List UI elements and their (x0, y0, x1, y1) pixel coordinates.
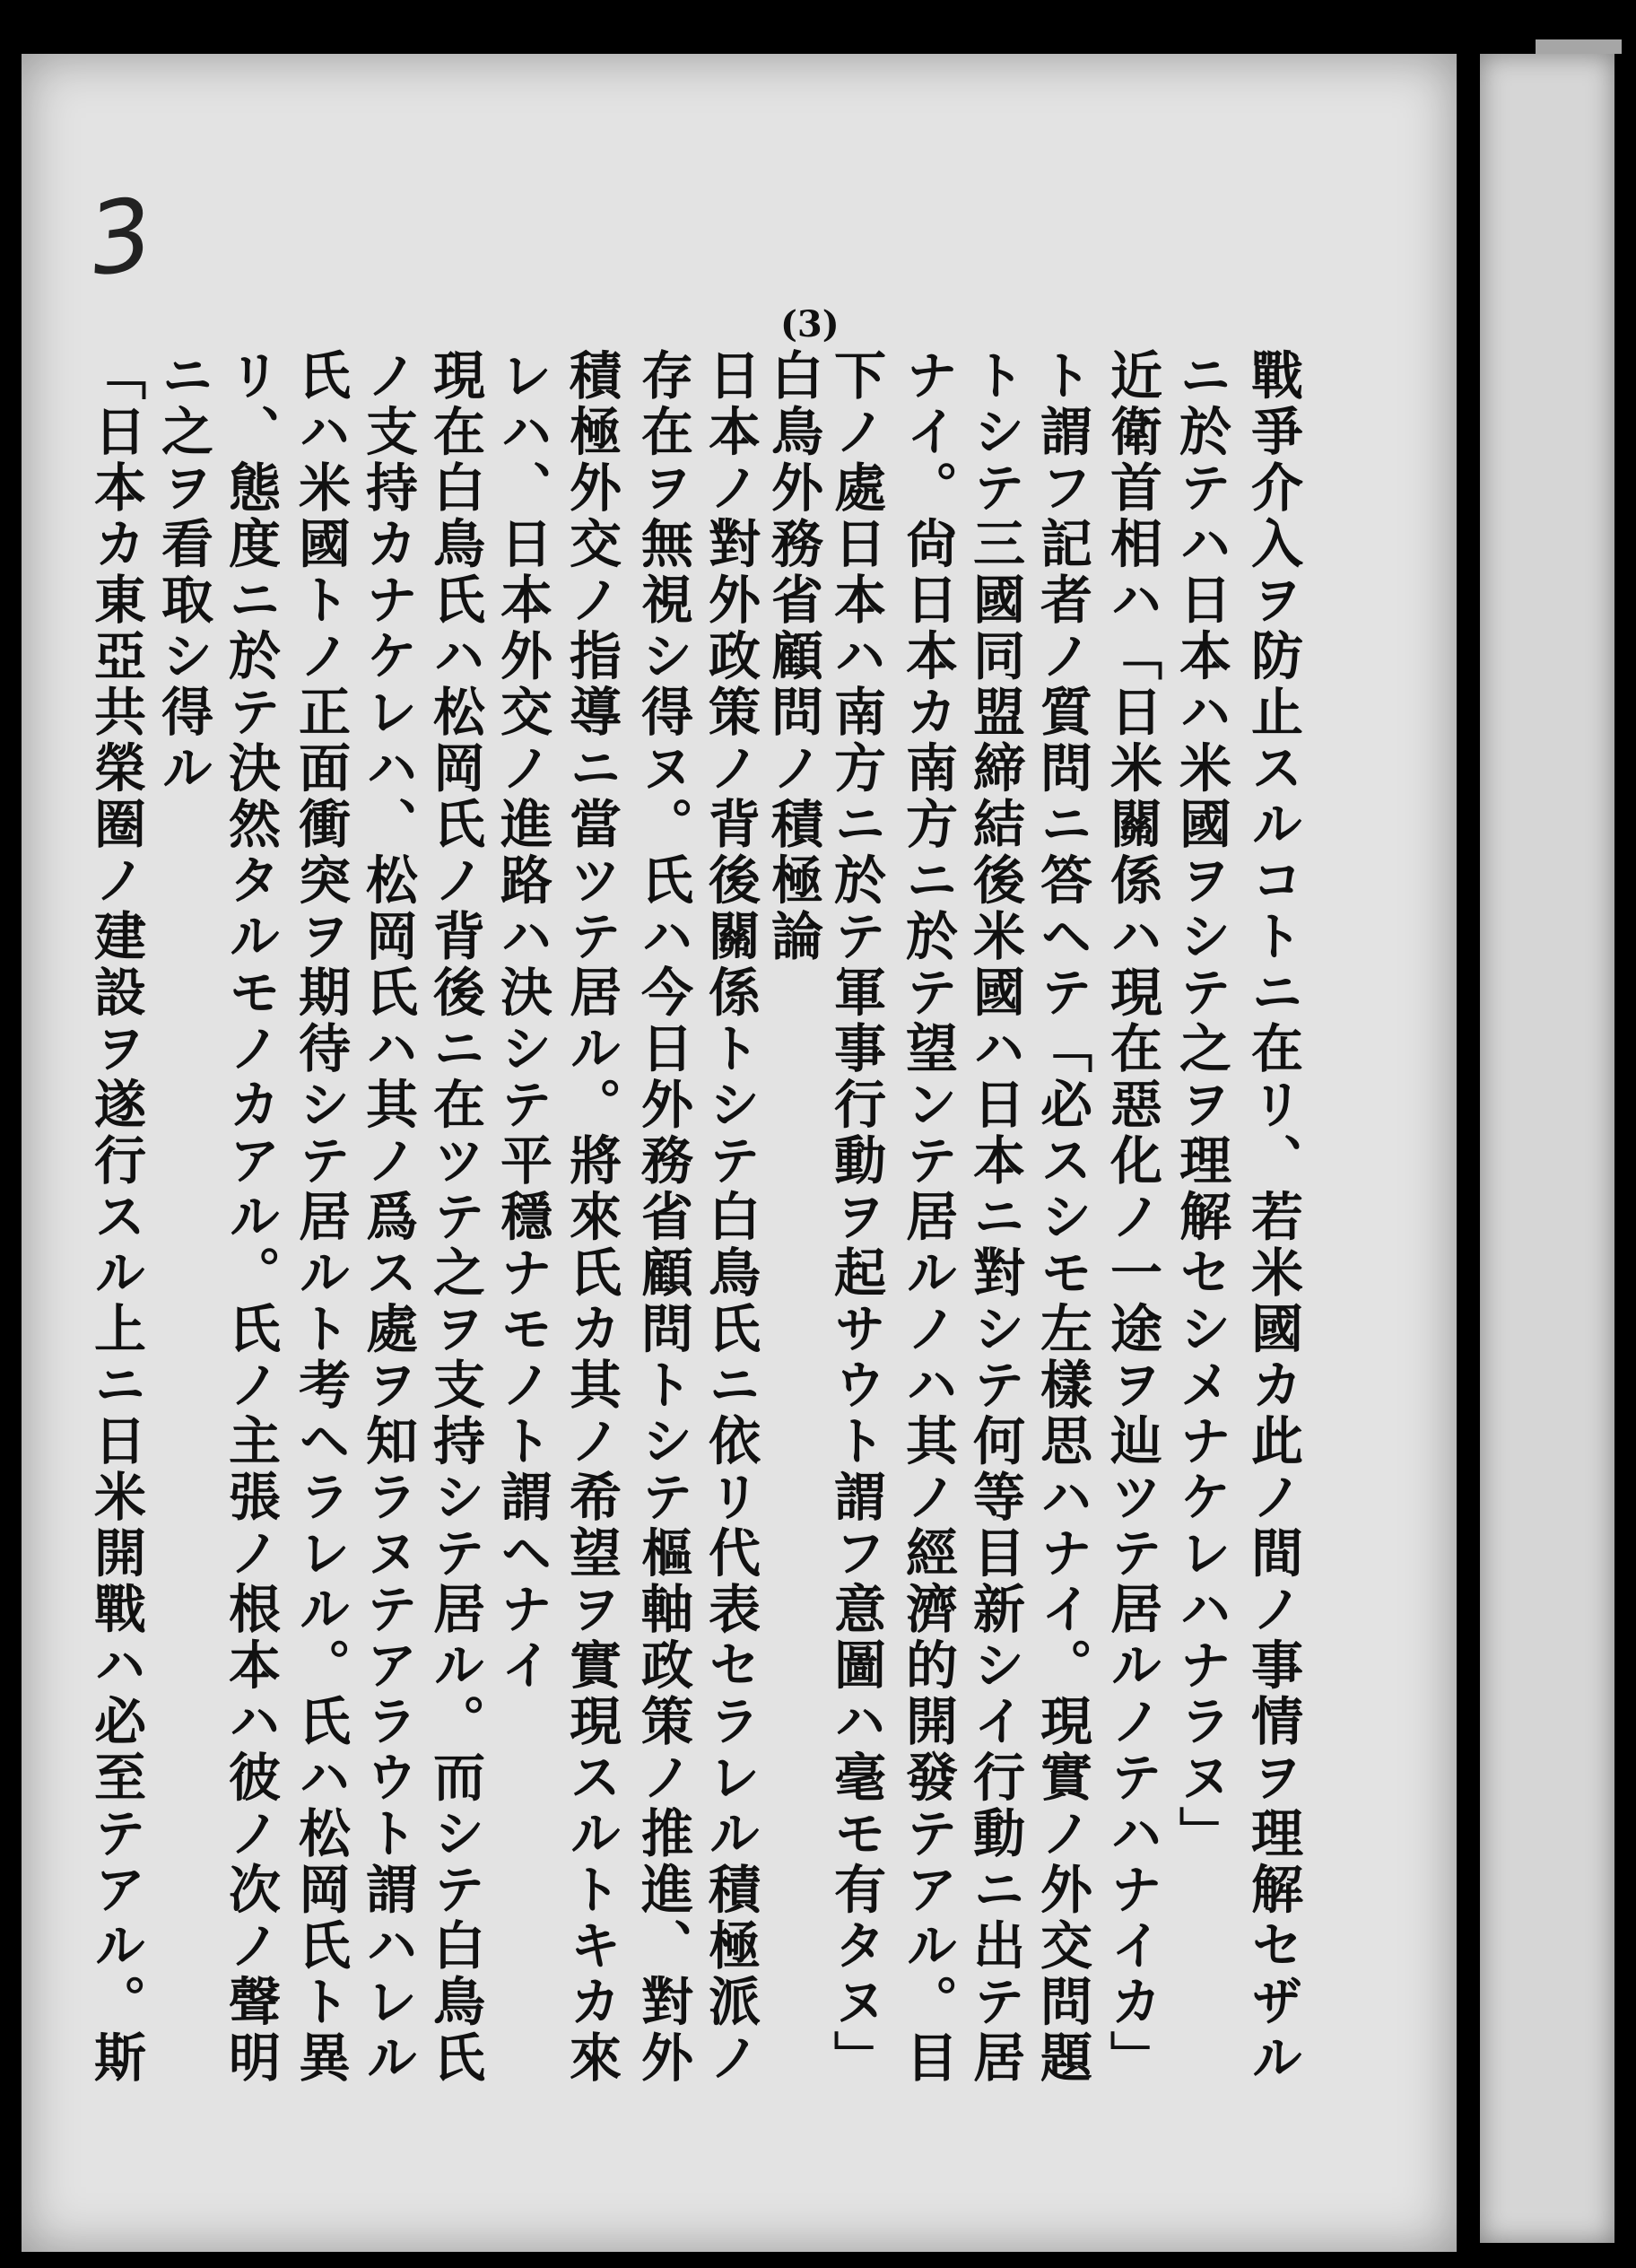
text-column: 戰爭介入ヲ防止スルコトニ在リ、若米國カ此ノ間ノ事情ヲ理解セザル (1242, 348, 1303, 2087)
text-column: 存在ヲ無視シ得ヌ。氏ハ今日外務省顧問トシテ樞軸政策ノ推進、對外 (632, 348, 693, 2087)
corner-label-strip (1536, 39, 1622, 54)
handwritten-folio-number: 3 (82, 175, 161, 299)
text-column: ニ於テハ日本ハ米國ヲシテ之ヲ理解セシメナケレハナラヌ」 (1170, 348, 1231, 1862)
page-number: (3) (780, 303, 840, 345)
text-column: 氏ハ米國トノ正面衝突ヲ期待シテ居ルト考ヘラレル。氏ハ松岡氏ト異 (290, 348, 351, 2087)
text-column: 白鳥外務省顧問ノ積極論 (762, 348, 823, 965)
text-column: 近衛首相ハ「日米關係ハ現在惡化ノ一途ヲ辿ツテ居ルノテハナイカ」 (1101, 348, 1162, 2087)
text-column: 下ノ處日本ハ南方ニ於テ軍事行動ヲ起サウト謂フ意圖ハ毫モ有タヌ」 (825, 348, 886, 2087)
text-column: レハ、日本外交ノ進路ハ決シテ平穩ナモノト謂ヘナイ (492, 348, 553, 1694)
text-column: 積極外交ノ指導ニ當ツテ居ル。將來氏カ其ノ希望ヲ實現スルトキカ來 (561, 348, 622, 2087)
text-column: ニ之ヲ看取シ得ル (152, 348, 213, 797)
text-column: ナイ。尙日本カ南方ニ於テ望ンテ居ルノハ其ノ經濟的開發テアル。目 (897, 348, 958, 2087)
text-column: 現在白鳥氏ハ松岡氏ノ背後ニ在ツテ之ヲ支持シテ居ル。而シテ白鳥氏 (424, 348, 485, 2087)
adjacent-page-edge (1480, 54, 1614, 2243)
text-column: 「日本カ東亞共榮圈ノ建設ヲ遂行スル上ニ日米開戰ハ必至テアル。斯 (85, 348, 146, 2087)
text-column: トシテ三國同盟締結後米國ハ日本ニ對シテ何等目新シイ行動ニ出テ居 (964, 348, 1025, 2087)
text-column: 日本ノ對外政策ノ背後關係トシテ白鳥氏ニ依リ代表セラレル積極派ノ (700, 348, 761, 2087)
text-column: ト謂フ記者ノ質問ニ答ヘテ「必スシモ左樣思ハナイ。現實ノ外交問題 (1031, 348, 1092, 2087)
text-column: ノ支持カナケレハ、松岡氏ハ其ノ爲ス處ヲ知ラヌテアラウト謂ハレル (357, 348, 418, 2087)
text-column: リ、態度ニ於テ決然タルモノカアル。氏ノ主張ノ根本ハ彼ノ次ノ聲明 (220, 348, 281, 2087)
